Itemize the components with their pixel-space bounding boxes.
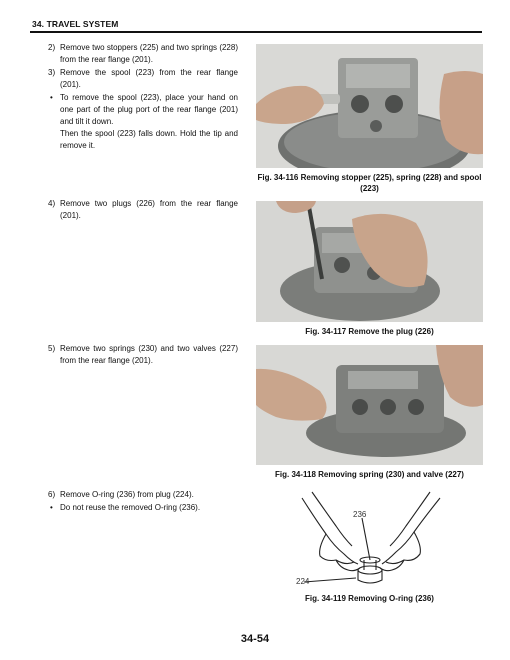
bullet-mark: • [50,93,53,102]
figure-116-photo [256,44,483,168]
step-number: 2) [48,43,56,52]
callout-224: 224 [296,577,310,586]
step-3 [48,67,238,91]
figure-118-caption: Fig. 34-118 Removing spring (230) and valve (227) [275,470,464,479]
step-5 [48,343,238,367]
step-number: 5) [48,344,56,353]
step-number: 3) [48,68,56,77]
figure-116-caption: Fig. 34-116 Removing stopper (225), spring (228) and spool (223) [257,173,482,193]
callout-236: 236 [353,510,367,519]
step-text: Remove O-ring (236) from plug (224). [60,490,194,499]
figure-119-caption: Fig. 34-119 Removing O-ring (236) [305,594,434,603]
step-text: Remove the spool (223) from the rear flange (201). [60,68,238,89]
step-text: Remove two stoppers (225) and two springs (228) from the rear flange (201). [60,43,238,64]
step-text: Remove two plugs (226) from the rear flange (201). [60,199,238,220]
step-2 [48,42,238,66]
step-3-note-continued [48,128,238,152]
step-text: Then the spool (223) falls down. Hold the tip and remove it. [60,129,238,150]
bullet-mark: • [50,503,53,512]
figure-117-photo [256,201,483,322]
figure-117-caption: Fig. 34-117 Remove the plug (226) [305,327,434,336]
figure-119-drawing [296,490,446,590]
page-number: 34-54 [240,633,270,645]
step-text: Remove two springs (230) and two valves (227) from the rear flange (201). [60,344,238,365]
header-rule [30,31,482,33]
step-3-note [48,92,238,128]
step-number: 4) [48,199,56,208]
figure-118-photo [256,345,483,465]
step-6 [48,489,238,501]
step-number: 6) [48,490,56,499]
step-text: To remove the spool (223), place your hand on one part of the plug port of the rear flange (201) and tilt it down. [60,93,238,126]
step-6-note [48,502,238,514]
step-4 [48,198,238,222]
section-title: 34. TRAVEL SYSTEM [32,19,119,29]
step-text: Do not reuse the removed O-ring (236). [60,503,201,512]
